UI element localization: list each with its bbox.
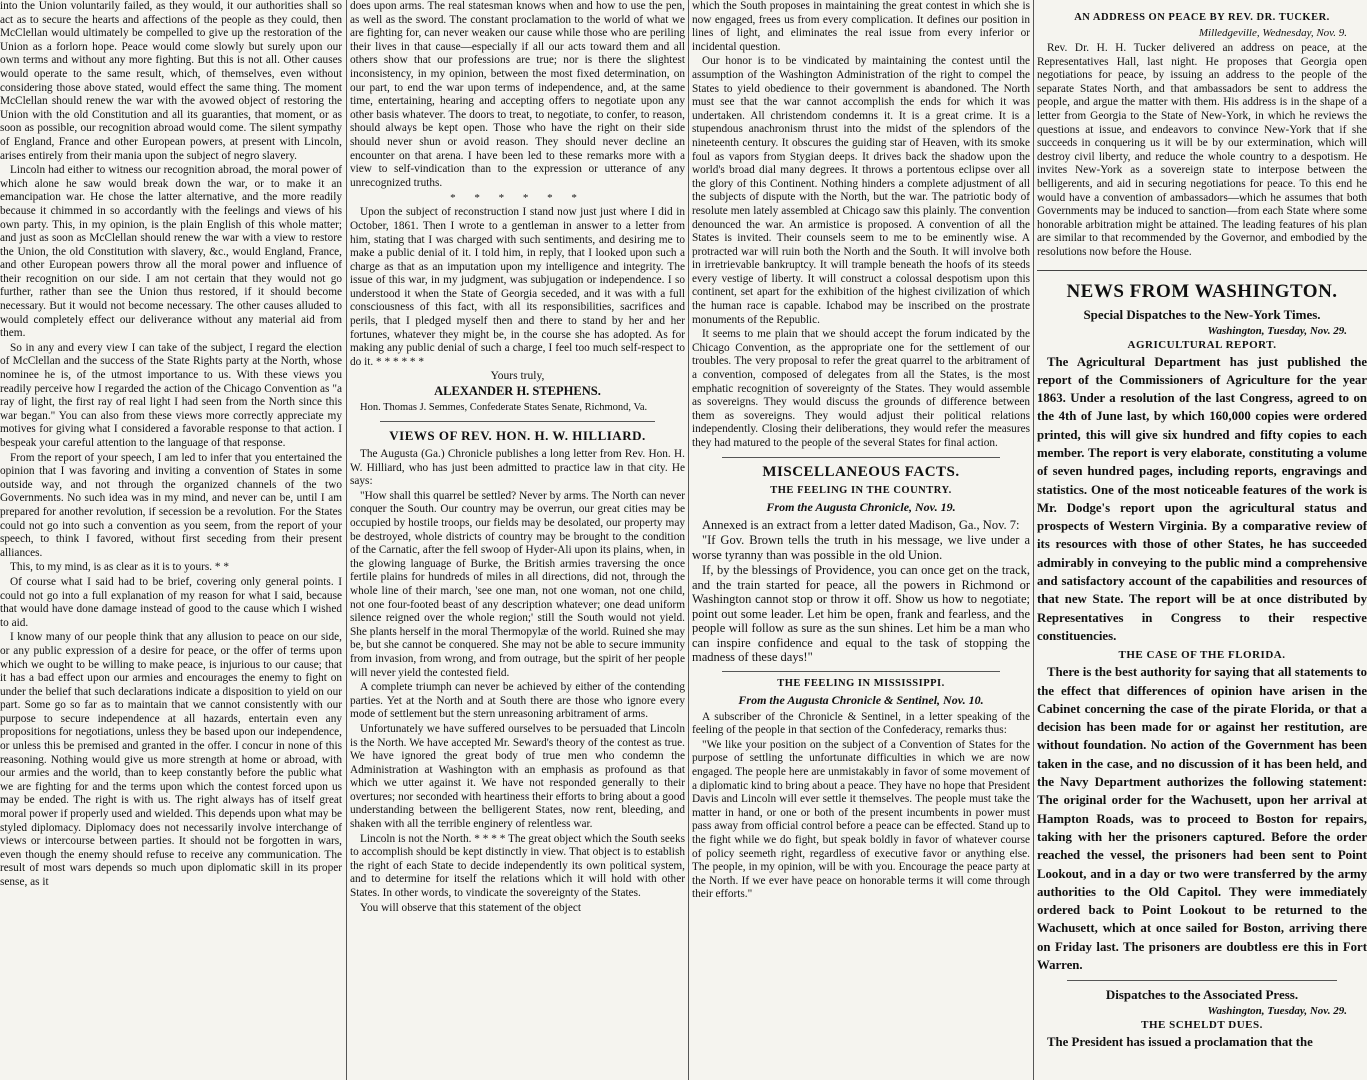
subheading: AGRICULTURAL REPORT. xyxy=(1127,338,1277,351)
divider xyxy=(722,457,1000,458)
paragraph: The President has issued a proclamation that the xyxy=(1047,1035,1313,1050)
paragraph: Our honor is to be vindicated by maintaining the contest until the assumption of the Washington Administration of the right to compel the States to yield obedience to their government is abandoned. The North must see that the war cannot accomplish the ends for which it was undertaken. All christendom condemns it. It is a great crime. It is a stupendous anachronism thrust into the midst of the splendors of the nineteenth century. It obscures the guiding star of Heaven, with its smoke foul as vapors from Stygian deeps. It drives back the shadow upon the world's broad dial many degrees. It throws a portentous eclipse over all the glory of this Continent. Nothing hinders a complete adjustment of all the subjects of dispute with the North, but the war. The patriotic body of resolute men lately assembled at Chicago saw this plainly. The convention denounced the war. An armistice is proposed. A convention of all the States is invited. Their counsels seem to me to be eminently wise. A protracted war will ruin both the North and the South. It will involve both in irretrievable bankruptcy. It will trample beneath the hoofs of its steeds every vestige of liberty. It will construct a colossal despotism upon this continent, set apart for the exhibition of the highest civilization of which the human race is capable. Ichabod may be inscribed on the prostrate monuments of the Republic. xyxy=(692,55,1030,326)
subheading: Special Dispatches to the New-York Times. xyxy=(1083,306,1321,322)
subheading: THE SCHELDT DUES. xyxy=(1141,1019,1263,1032)
paragraph: You will observe that this statement of the object xyxy=(360,901,581,914)
subheading: THE CASE OF THE FLORIDA. xyxy=(1118,649,1286,662)
paragraph: This, to my mind, is as clear as it is to yours. * * xyxy=(10,561,230,574)
paragraph: "If Gov. Brown tells the truth in his message, we live under a worse tyranny than was possible in the old Union. xyxy=(692,533,1030,562)
paragraph: The Agricultural Department has just published the report of the Commissioners of Agriculture for the year 1863. Under a resolution of the last Congress, agreed to on the 4th of June last, by which 160,000 copies were ordered printed, this will give six hundred and fifty copies to each member. The report is very elaborate, constituting a volume of seven hundred pages, including reports, engravings and statistics. One of the most noticeable features of the work is Mr. Dodge's report upon the agricultural status and prospects of Western Virginia. By a comparative review of its resources with those of other States, he has succeeded admirably in conveying to the public mind a comprehensive and satisfactory account of the capabilities and resources of that new State. The report will be at once distributed by Representatives in Congress to their respective constituencies. xyxy=(1037,354,1367,643)
column-1 xyxy=(0,0,342,1080)
paragraph: which the South proposes in maintaining the great contest in which she is now engaged, frees us from every complication. It defines our position in lines of light, and eliminates the real issue from every inferior or incidental question. xyxy=(692,0,1030,53)
dateline: From the Augusta Chronicle & Sentinel, Nov. 10. xyxy=(738,692,984,707)
column-rule xyxy=(688,0,689,1080)
subheading: THE FEELING IN MISSISSIPPI. xyxy=(777,677,945,689)
paragraph: There is the best authority for saying that all statements to the effect that differences of opinion have arisen in the Cabinet concerning the case of the pirate Florida, or that a decision has been made for or against her restitution, are without foundation. No action of the Government has been taken in the case, and no discussion of it has been held, and the Navy Department authorizes the following statement: The original order for the Wachusett, upon her arrival at Hampton Roads, was to proceed to Boston for repairs, taking with her the prisoners captured. Before the order reached the vessel, the prisoners had been sent to Point Lookout, and in a day or two were transferred by the army authorities to the Old Capitol. They were immediately ordered back to Point Lookout to be returned to the Wachusett, which at once sailed for Boston, arriving there on Friday last. The prisoners are doubtless ere this in Fort Warren. xyxy=(1037,665,1367,972)
column-rule xyxy=(1033,0,1034,1080)
section-headline: NEWS FROM WASHINGTON. xyxy=(1037,270,1367,303)
section-headline: MISCELLANEOUS FACTS. xyxy=(762,463,960,480)
paragraph: The Augusta (Ga.) Chronicle publishes a long letter from Rev. Hon. H. W. Hilliard, who has just been admitted to practice law in that city. He says: xyxy=(350,448,685,488)
paragraph: From the report of your speech, I am led to infer that you entertained the opinion that I was favoring and inviting a convention of States in some outside way, and not through the organized channels of the two Governments. No such idea was in my mind, and never can be, until I am prepared for another revolution, if secession be a revolution. For the States could not go into such a convention as you seem, from the report of your speech, to think I favored, without first seceding from their present alliances. xyxy=(0,451,342,559)
dateline: Washington, Tuesday, Nov. 29. xyxy=(1207,1005,1347,1018)
dateline: Washington, Tuesday, Nov. 29. xyxy=(1207,324,1347,337)
paragraph: Of course what I said had to be brief, covering only general points. I could not go into a full explanation of my reason for what I said, because that would have done damage instead of good to the cause which I wished to aid. xyxy=(0,575,342,629)
paragraph: It seems to me plain that we should accept the forum indicated by the Chicago Convention, as the appropriate one for the settlement of our troubles. The very proposal to refer the great quarrel to the arbitrament of a convention, composed of delegates from all the States, is the most emphatic recognition of sovereignty of the States. They would assemble as sovereigns. They would discuss the grounds of difference between them as sovereigns. They would adjust their political relations independently. Closing their deliberations, they would refer the measures they had matured to the people of the several States for final action. xyxy=(692,328,1030,449)
paragraph: Upon the subject of reconstruction I stand now just just where I did in October, 1861. Then I wrote to a gentleman in answer to a letter from him, stating that I was charged with such sentiments, and desiring me to make a public denial of it. I told him, in reply, that I looked upon such a charge as that as an imputation upon my intelligence and integrity. The issue of this war, in my judgment, was subjugation or independence. I so understood it when the State of Georgia seceded, and it was with a full consciousness of this fact, with all its responsibilities, sacrifices and perils, that I pledged myself then and there to stand by her and her fortunes, whatever they might be, in the course she has adopted. As for making any public denial of such a charge, I feel too much self-respect to do it. * * * * * * xyxy=(350,206,685,368)
divider xyxy=(380,421,655,422)
paragraph: Unfortunately we have suffered ourselves to be persuaded that Lincoln is the North. We have accepted Mr. Seward's theory of the contest as true. We have ignored the great body of true men who condemn the Administration at Washington with an emphasis as profound as that which we utter against it. We have not responded generally to their overtures; nor seconded with heartiness their efforts to bring about a good understanding between the belligerent States, now rent, bleeding, and shaken with all the terrible enginery of relentless war. xyxy=(350,722,685,831)
paragraph: A complete triumph can never be achieved by either of the contending parties. Yet at the North and at South there are those who ignore every mode of settlement but the stern unreasoning arbitrament of arms. xyxy=(350,681,685,721)
signature: ALEXANDER H. STEPHENS. xyxy=(434,384,601,399)
paragraph: Lincoln had either to witness our recognition abroad, the moral power of which alone he saw would break down the war, or to make it an emancipation war. He chose the latter alternative, and the more readily because it chimmed in so accordantly with the feelings and views of his own party. This, in my opinion, is the plain English of this whole matter; and just as soon as McClellan should renew the war with a view to restore the Union, the old Constitution with slavery, &c., would England, France, and other European powers throw all the moral power and influence of their recognition on our side. I am not certain that they would not go further, rather than see the Union thus restored, if it should become necessary. But it would not become necessary. The other causes alluded to would completely effect our deliverance without any material aid from them. xyxy=(0,164,342,340)
paragraph: "How shall this quarrel be settled? Never by arms. The North can never conquer the South. Our country may be overrun, our great cities may be occupied by hostile troops, our fields may be desolated, our property may be destroyed, whole districts of country may be brought to the condition of the Carnatic, after the fell swoop of Hyder-Ali upon its plains, when, in the glowing language of Burke, the British armies traversing the once fertile plains for hundreds of miles in all directions, did not, through the whole line of their march, 'see one man, not one woman, not one child, not one four-footed beast of any description whatever; one dead uniform silence reigned over the whole region;' still the South would not yield. She plants herself in the moral Thermopylæ of the world. Ruined she may be, but she cannot be conquered. She may not be able to secure immunity from invasion, from wrong, and from outrage, but the spirit of her people will never yield the contested field. xyxy=(350,489,685,679)
paragraph: Annexed is an extract from a letter dated Madison, Ga., Nov. 7: xyxy=(702,517,1020,532)
paragraph: If, by the blessings of Providence, you can once get on the track, and the train started for peace, all the powers in Richmond or Washington cannot stop or throw it off. Show us how to negotiate; point out some leader. Let him be open, frank and fearless, and the people will follow as sure as the sun shines. Let him be a man who can inspire confidence and equal to the task of stopping the madness of these days!" xyxy=(692,563,1030,665)
addressee: Hon. Thomas J. Semmes, Confederate States Senate, Richmond, Va. xyxy=(360,402,648,414)
paragraph: So in any and every view I can take of the subject, I regard the election of McClellan and the success of the State Rights party at the North, whose nominee he is, of the utmost importance to us. With these views you readily perceive how I regarded the action of the Chicago Convention as "a ray of light, the first ray of real light I had seen from the North since this war began." You can also from these views more correctly appreciate my motives for giving what I considered a favorable response to that action. I bespeak your careful attention to the language of that response. xyxy=(0,341,342,449)
section-stars: * * * * * * xyxy=(450,192,585,205)
column-rule xyxy=(346,0,347,1080)
paragraph: Lincoln is not the North. * * * * The great object which the South seeks to accomplish should be kept distinctly in view. That object is to establish the right of each State to decide independently its own political system, and to determine for itself the relations which it will hold with other States. In other words, to vindicate the sovereignty of the States. xyxy=(350,832,685,900)
dateline: From the Augusta Chronicle, Nov. 19. xyxy=(766,499,956,514)
divider xyxy=(1067,980,1337,981)
dateline: Milledgeville, Wednesday, Nov. 9. xyxy=(1198,27,1347,39)
column-4 xyxy=(1037,0,1367,1080)
column-3 xyxy=(692,0,1030,1080)
column-2 xyxy=(350,0,685,1080)
paragraph: does upon arms. The real statesman knows when and how to use the pen, as well as the sword. The constant proclamation to the world of what we are fighting for, can never weaken our cause while those who are periling their lives in that cause—especially if all our acts toward them and all others show that our professions are true; nor is there the slightest inconsistency, in my opinion, between the most fixed determination, on our part, to end the war upon terms of independence, and, at the same time, entertaining, hearing and accepting offers to negotiate upon any other basis whatever. The doors to treat, to negotiate, to confer, to reason, should always be kept open. Those who have the right on their side should never shun or avoid reason. They should never decline an encounter on that arena. I have been led to these remarks more with a view to self-vindication than to the expression or utterance of any unrecognized truths. xyxy=(350,0,685,189)
paragraph: I know many of our people think that any allusion to peace on our side, or any public expression of a desire for peace, or the offer of terms upon which we ought to be willing to make peace, is injurious to our cause; that it has a bad effect upon our armies and encourages the enemy to fight on under the belief that such declarations indicate a disposition to yield on our part. Some go so far as to maintain that we cannot consistently with our purpose to secure independence at all hazards, entertain even any propositions for negotiations, unless they be based upon our independence, or unless this be premised and granted in the offer. I concur in none of this reasoning. Nothing would give us more strength at home or abroad, with our armies and the world, than to keep constantly before the public what we are fighting for and the terms upon which the contest forced upon us may be ended. The right is with us. The right always has of itself great moral power if properly used and wielded. This depends upon what may be styled diplomacy. Diplomacy does not necessarily involve interchange of views or intercourse between parties. It should not be forgotten in wars, even though the enemy should refuse to receive any communication. The result of most wars depends so much upon diplomatic skill in its proper sense, as it xyxy=(0,631,342,888)
letter-closing: Yours truly, xyxy=(490,370,545,383)
paragraph: A subscriber of the Chronicle & Sentinel, in a letter speaking of the feeling of the people in that section of the Confederacy, remarks thus: xyxy=(692,710,1030,737)
subheading: Dispatches to the Associated Press. xyxy=(1105,987,1299,1003)
paragraph: into the Union voluntarily failed, as they would, it our authorities shall so act as to secure the hearts and affections of the people as they could, then McClellan would ultimately be compelled to give up the restoration of the Union as a forlorn hope. Peace would come slowly but surely upon our own terms and without any more fighting. But this is not all. Other causes would operate to the same result, which, of themselves, even without considering those above stated, would effect the same thing. The moment McClellan should renew the war with the avowed object of restoring the Union with the old Constitution and all its guaranties, that moment, or as soon as possible, our recognition abroad would come. The silent sympathy of England, France and other European powers, at present with Lincoln, arises entirely from their mania upon the subject of negro slavery. xyxy=(0,0,342,162)
section-headline: VIEWS OF REV. HON. H. W. HILLIARD. xyxy=(389,428,646,444)
paragraph: "We like your position on the subject of a Convention of States for the purpose of settling the unfortunate difficulties in which we are now engaged. The people here are unmistakably in favor of some movement of a diplomatic kind to bring about a peace. They have no hope that President Davis and Lincoln will ever settle it themselves. The people must take the matter in hand, or one or both of the present incumbents in power must pass away from official control before a peace can be effected. Stand up to the fight while we do fight, but speak boldly in favor of whatever course of policy seemeth right, regardless of executive favor or anything else. The people, in my opinion, will be with you. Encourage the peace party at the North. If we ever have peace on honorable terms it will come through their efforts." xyxy=(692,738,1030,901)
subheading: AN ADDRESS ON PEACE BY REV. DR. TUCKER. xyxy=(1074,12,1330,23)
subheading: THE FEELING IN THE COUNTRY. xyxy=(770,484,952,496)
paragraph: Rev. Dr. H. H. Tucker delivered an address on peace, at the Representatives Hall, last night. He proposes that Georgia open negotiations for peace, by issuing an address to the people of the separate States North, and that ambassadors be sent to address the people, and argue the matter with them. His address is in the shape of a letter from Georgia to the State of New-York, in which he reviews the questions at issue, and endeavors to convince New-York that if she succeeds in conquering us it will be by our extermination, which will destroy civil liberty, and reduce the whole country to a despotism. He invites New-York as a sovereign state to interpose between the belligerents, and aid in securing negotiations for peace. To this end he would have a convention of ambassadors—which he assumes that both Governments may be induced to sanction—from each State where some honorable arbitration might be attained. The leading features of his plan are similar to that recommended by the Governor, and embodied by the resolutions now before the House. xyxy=(1037,42,1367,258)
divider xyxy=(722,671,1000,672)
